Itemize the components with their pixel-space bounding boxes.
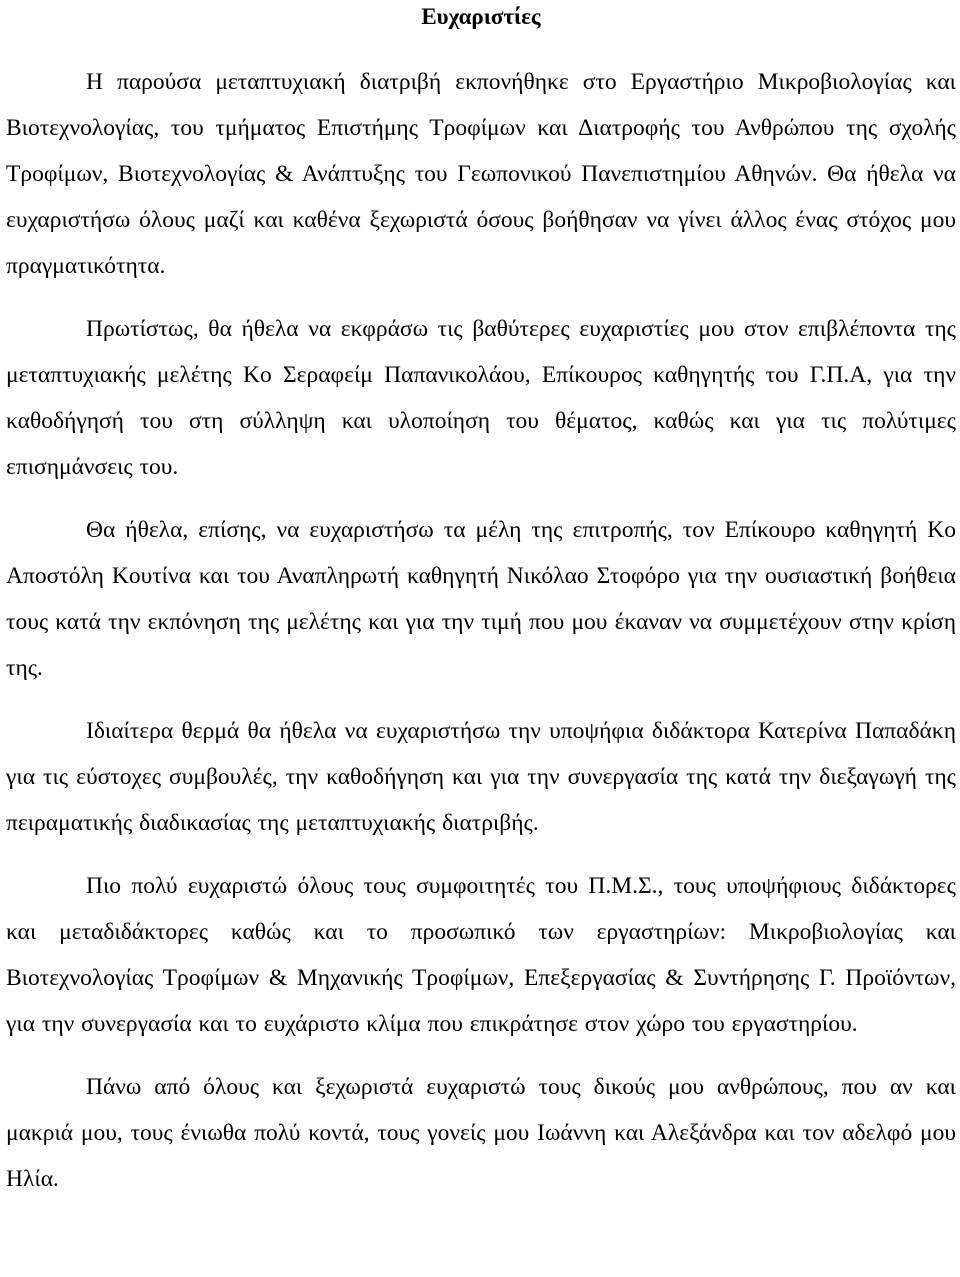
paragraph-supervisor: Πρωτίστως, θα ήθελα να εκφράσω τις βαθύτερες ευχαριστίες μου στον επιβλέποντα της μεταπτυχιακής μελέτης Κο Σεραφείμ Παπανικολάου, Επίκουρος καθηγητής του Γ.Π.Α, για την καθοδήγησή του στη σύλληψη και υλοποίηση του θέματος, καθώς και για τις πολύτιμες επισημάνσεις του. bbox=[6, 316, 956, 480]
paragraph-phd-candidate: Ιδιαίτερα θερμά θα ήθελα να ευχαριστήσω την υποψήφια διδάκτορα Κατερίνα Παπαδάκη για τις εύστοχες συμβουλές, την καθοδήγηση και για την συνεργασία της κατά την διεξαγωγή της πειραματικής διαδικασίας της μεταπτυχιακής διατριβής. bbox=[6, 718, 956, 836]
paragraph-lab-intro: Η παρούσα μεταπτυχιακή διατριβή εκπονήθηκε στο Εργαστήριο Μικροβιολογίας και Βιοτεχνολογίας, του τμήματος Επιστήμης Τροφίμων και Διατροφής του Ανθρώπου της σχολής Τροφίμων, Βιοτεχνολογίας & Ανάπτυξης του Γεωπονικού Πανεπιστημίου Αθηνών. Θα ήθελα να ευχαριστήσω όλους μαζί και καθένα ξεχωριστά όσους βοήθησαν να γίνει άλλος ένας στόχος μου πραγματικότητα. bbox=[6, 69, 956, 279]
paragraph-family: Πάνω από όλους και ξεχωριστά ευχαριστώ τους δικούς μου ανθρώπους, που αν και μακριά μου, τους ένιωθα πολύ κοντά, τους γονείς μου Ιωάννη και Αλεξάνδρα και τον αδελφό μου Ηλία. bbox=[6, 1074, 956, 1192]
paragraph-fellow-students: Πιο πολύ ευχαριστώ όλους τους συμφοιτητές του Π.Μ.Σ., τους υποψήφιους διδάκτορες και μεταδιδάκτορες καθώς και το προσωπικό των εργαστηρίων: Μικροβιολογίας και Βιοτεχνολογίας Τροφίμων & Μηχανικής Τροφίμων, Επεξεργασίας & Συντήρησης Γ. Προϊόντων, για την συνεργασία και το ευχάριστο κλίμα που επικράτησε στον χώρο του εργαστηρίου. bbox=[6, 873, 956, 1037]
paragraph-committee: Θα ήθελα, επίσης, να ευχαριστήσω τα μέλη της επιτροπής, τον Επίκουρο καθηγητή Κο Αποστόλη Κουτίνα και του Αναπληρωτή καθηγητή Νικόλαο Στοφόρο για την ουσιαστική βοήθεια τους κατά την εκπόνηση της μελέτης και για την τιμή που μου έκαναν να συμμετέχουν στην κρίση της. bbox=[6, 517, 956, 681]
page-title: Ευχαριστίες bbox=[421, 4, 541, 29]
